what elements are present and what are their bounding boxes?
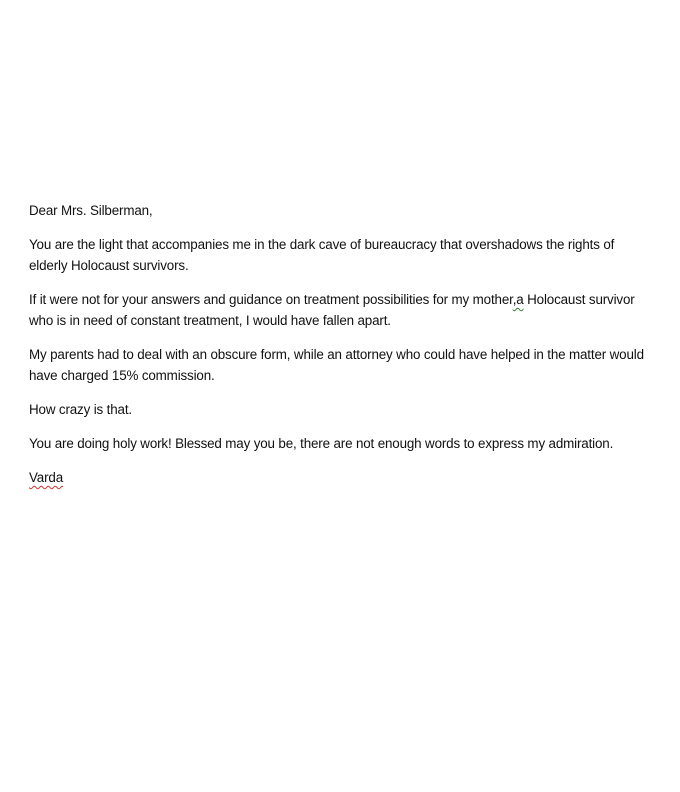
paragraph-light: You are the light that accompanies me in the dark cave of bureaucracy that overshadows the rights of elderly Holocaust survivors. <box>29 237 615 273</box>
letter-body <box>29 200 644 501</box>
paragraph-guidance-end: Holocaust survivor who is in need of constant treatment, I would have fallen apart. <box>29 292 635 328</box>
paragraph-parents: My parents had to deal with an obscure form, while an attorney who could have helped in the matter would have charged 15% commission. <box>29 347 644 383</box>
paragraph-holy-work: You are doing holy work! Blessed may you be, there are not enough words to express my admiration. <box>29 436 614 451</box>
paragraph-crazy: How crazy is that. <box>29 402 132 417</box>
paragraph-guidance <box>29 289 644 331</box>
salutation: Dear Mrs. Silberman, <box>29 203 153 218</box>
signature-name[interactable]: Varda <box>29 470 63 485</box>
paragraph-guidance-start: If it were not for your answers and guidance on treatment possibilities for my mother <box>29 292 513 307</box>
grammar-flag[interactable]: ,a <box>512 292 524 307</box>
signature <box>29 467 644 488</box>
